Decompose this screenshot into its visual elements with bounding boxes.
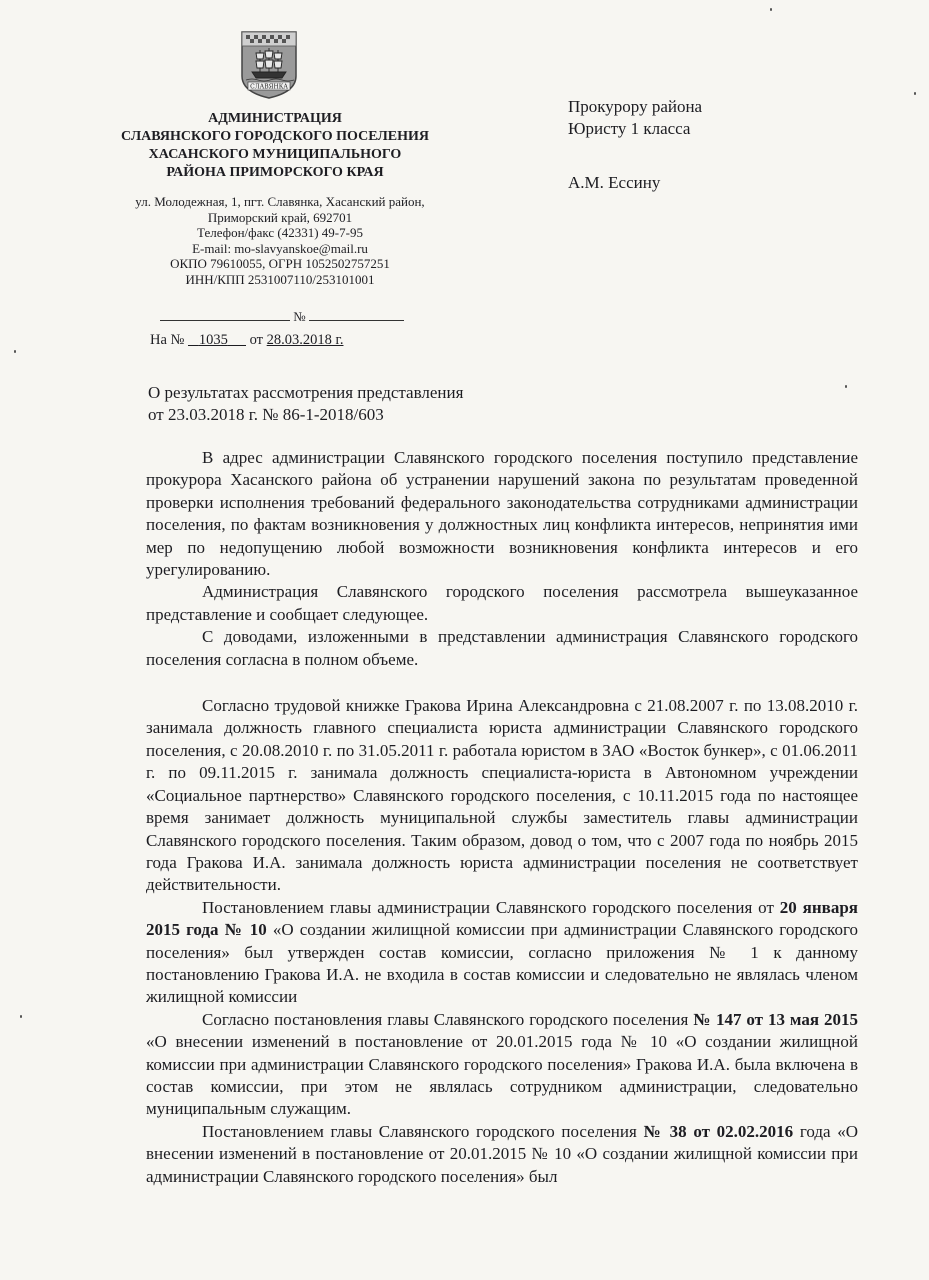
reference-line <box>150 332 450 349</box>
organization-name <box>95 110 455 182</box>
address-line: E-mail: mo-slavyanskoe@mail.ru <box>192 240 368 256</box>
addressee-block <box>568 96 868 194</box>
address-line: Приморский край, 692701 <box>207 209 353 225</box>
org-line: СЛАВЯНСКОГО ГОРОДСКОГО ПОСЕЛЕНИЯ <box>120 129 430 144</box>
ref-number: 1035 <box>198 332 228 348</box>
scan-speck <box>845 385 847 388</box>
number-sign: № <box>293 309 306 324</box>
body-paragraph: Согласно трудовой книжке Гракова Ирина Александровна с 21.08.2007 г. по 13.08.2010 г. занимала должность главного специалиста юриста администрации Славянского городского поселения, с 20.08.2010 г. по 31.05.2011 г. работала юристом в ЗАО «Восток бункер», с 01.06.2011 г. по 09.11.2015 г. занимала должность специалиста-юриста в Автономном учреждении «Социальное партнерство» Славянского городского поселения, с 10.11.2015 года по настоящее время занимает должность муниципальной службы заместитель главы администрации Славянского городского поселения. Таким образом, довод о том, что с 2007 года по ноябрь 2015 года Гракова И.А. занимала должность юриста администрации поселения не соответствует действительности. <box>146 696 858 895</box>
address-line: Телефон/факс (42331) 49-7-95 <box>197 225 363 241</box>
address-line: ул. Молодежная, 1, пгт. Славянка, Хасанский район, <box>135 194 425 209</box>
emphasis: 20 января 2015 года № 10 <box>146 897 858 940</box>
body-paragraph: Администрация Славянского городского поселения рассмотрела вышеуказанное представление и сообщает следующее. <box>146 582 858 624</box>
body-paragraph: Постановлением главы Славянского городского поселения № 38 от 02.02.2016 года «О внесении изменений в постановление от 20.01.2015 № 10 «О создании жилищной комиссии при администрации Славянского городского поселения» был <box>146 1121 859 1186</box>
body-paragraph: С доводами, изложенными в представлении администрация Славянского городского поселения согласна в полном объеме. <box>146 627 858 669</box>
address-line: ОКПО 79610055, ОГРН 1052502757251 <box>170 256 390 272</box>
emphasis: № 147 от 13 мая 2015 <box>693 1009 859 1029</box>
ref-from: от <box>249 332 264 348</box>
org-line: АДМИНИСТРАЦИЯ <box>208 111 342 126</box>
addressee-name: А.М. Ессину <box>568 173 661 192</box>
number-blank <box>309 308 404 321</box>
coat-of-arms-emblem <box>240 30 298 100</box>
ref-date: 28.03.2018 г. <box>266 332 344 348</box>
emblem-caption: СЛАВЯНКА <box>250 83 288 91</box>
scan-speck <box>20 1015 22 1018</box>
letter-body <box>146 447 858 1188</box>
date-blank <box>160 308 290 321</box>
subject-line: О результатах рассмотрения представления <box>148 383 464 402</box>
org-line: РАЙОНА ПРИМОРСКОГО КРАЯ <box>166 165 384 180</box>
addressee-rank: Юристу 1 класса <box>568 119 691 138</box>
body-paragraph: Постановлением главы администрации Славянского городского поселения от 20 января 2015 года № 10 «О создании жилищной комиссии при администрации Славянского городского поселения» был утвержден состав комиссии, согласно приложения № 1 к данному постановлению Гракова И.А. не входила в состав комиссии и следовательно не являлась членом жилищной комиссии <box>146 897 859 1007</box>
ref-prefix: На № <box>150 332 185 348</box>
outgoing-number-line <box>160 308 410 325</box>
scan-speck <box>14 350 16 353</box>
body-paragraph: Согласно постановления главы Славянского городского поселения № 147 от 13 мая 2015 «О внесении изменений в постановление от 20.01.2015 года № 10 «О создании жилищной комиссии при администрации Славянского городского поселения» Гракова И.А. была включена в состав комиссии, при этом не являлась сотрудником администрации, следовательно муниципальным служащим. <box>146 1009 859 1119</box>
org-line: ХАСАНСКОГО МУНИЦИПАЛЬНОГО <box>148 147 402 162</box>
address-line: ИНН/КПП 2531007110/253101001 <box>185 271 375 287</box>
subject-line: от 23.03.2018 г. № 86-1-2018/603 <box>148 405 384 424</box>
scan-speck <box>770 8 772 11</box>
emphasis: № 38 от 02.02.2016 <box>643 1121 794 1141</box>
organization-address <box>105 194 455 288</box>
addressee-position: Прокурору района <box>568 97 703 116</box>
body-paragraph: В адрес администрации Славянского городского поселения поступило представление прокурора Хасанского района об устранении нарушений закона по результатам проведенной проверки исполнения требований федерального законодательства сотрудниками администрации поселения, по фактам возникновения у должностных лиц конфликта интересов, непринятия ими мер по недопущению любой возможности возникновения конфликта интересов и его урегулированию. <box>146 448 858 580</box>
scan-speck <box>914 92 916 95</box>
letter-subject <box>148 382 568 426</box>
